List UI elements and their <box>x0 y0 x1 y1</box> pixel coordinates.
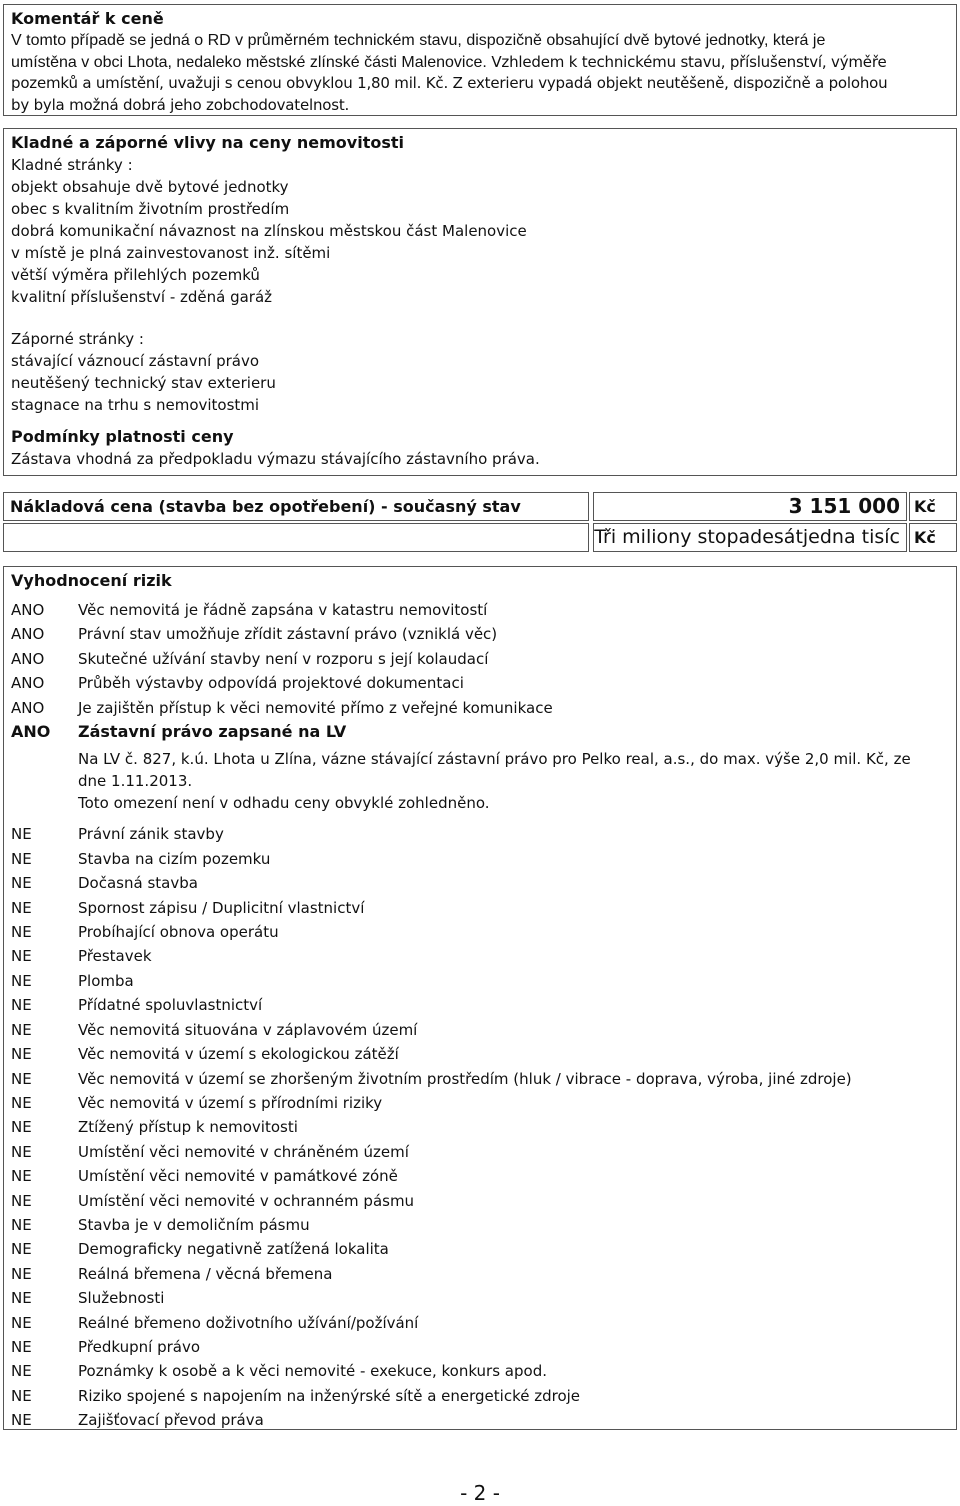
risk-row <box>11 1237 949 1261</box>
risk-text: Spornost zápisu / Duplicitní vlastnictví <box>78 898 365 917</box>
risk-row <box>11 1067 949 1091</box>
risk-row-pledge <box>11 720 949 744</box>
risk-text: Poznámky k osobě a k věci nemovité - exekuce, konkurs apod. <box>78 1362 547 1381</box>
risk-row <box>11 969 949 993</box>
risk-row <box>11 1164 949 1188</box>
risk-row <box>11 993 949 1017</box>
risk-row <box>11 896 949 920</box>
cost-table <box>3 492 957 552</box>
risk-row <box>11 1140 949 1164</box>
risk-answer: NE <box>11 947 32 966</box>
price-comment-section <box>3 4 957 116</box>
risk-text: Věc nemovitá je řádně zapsána v katastru nemovitostí <box>78 601 488 619</box>
risk-row <box>11 1042 949 1066</box>
risk-answer: NE <box>11 1215 32 1234</box>
risk-answer: ANO <box>11 625 45 644</box>
pledge-note-line: dne 1.11.2013. <box>78 772 193 791</box>
risk-answer: NE <box>11 1337 32 1356</box>
risk-answer: NE <box>11 1045 32 1064</box>
risk-answer: ANO <box>11 601 45 619</box>
risk-row <box>11 822 949 846</box>
risk-answer: ANO <box>11 674 45 693</box>
risk-text: Skutečné užívání stavby není v rozporu s její kolaudací <box>78 649 489 668</box>
cost-value: 3 151 000 <box>593 492 907 521</box>
page-number: - 2 - <box>460 1481 500 1505</box>
risk-text: Přestavek <box>78 947 152 966</box>
risk-row <box>11 622 949 646</box>
risk-text: Reálné břemeno doživotního užívání/požívání <box>78 1313 419 1332</box>
risk-text: Právní zánik stavby <box>78 825 224 844</box>
risk-answer: NE <box>11 849 32 868</box>
comment-line: Vzhledem k technickému stavu, příslušenství, výměře <box>486 52 887 71</box>
risk-row <box>11 1018 949 1042</box>
validity-heading: Podmínky platnosti ceny <box>11 427 234 446</box>
price-comment-heading: Komentář k ceně <box>11 9 164 28</box>
influences-section <box>3 128 957 476</box>
negative-label: Záporné stránky : <box>11 330 144 348</box>
negative-item: stávající váznoucí zástavní právo <box>11 352 259 370</box>
risk-answer: NE <box>11 1118 32 1137</box>
risk-answer: NE <box>11 1093 32 1112</box>
risk-text: Stavba na cizím pozemku <box>78 849 271 868</box>
risk-text: Je zajištěn přístup k věci nemovité přímo z veřejné komunikace <box>78 698 553 717</box>
risk-text: Umístění věci nemovité v chráněném území <box>78 1142 409 1161</box>
risk-text: Služebnosti <box>78 1289 165 1308</box>
risk-answer: NE <box>11 1411 32 1430</box>
negative-item: stagnace na trhu s nemovitostmi <box>11 396 260 414</box>
risk-answer: NE <box>11 1020 32 1039</box>
cost-in-words: Tři miliony stopadesátjedna tisíc <box>593 523 907 552</box>
risk-answer: NE <box>11 874 32 893</box>
risk-answer: NE <box>11 971 32 990</box>
risk-text: Přídatné spoluvlastnictví <box>78 996 263 1015</box>
comment-line: V tomto případě se jedná o RD v průměrném technickém stavu, dispozičně obsahující dvě bytové jednotky, která je <box>11 32 826 49</box>
risk-answer: ANO <box>11 722 51 742</box>
risk-text: Umístění věci nemovité v památkové zóně <box>78 1167 398 1186</box>
risk-row <box>11 871 949 895</box>
risk-text: Věc nemovitá situována v záplavovém území <box>78 1020 418 1039</box>
negative-item: neutěšený technický stav exterieru <box>11 374 276 392</box>
risk-row <box>11 847 949 871</box>
risk-row <box>11 1384 949 1408</box>
pledge-note-line: Toto omezení není v odhadu ceny obvyklé zohledněno. <box>78 794 490 813</box>
cost-currency: Kč <box>909 492 957 521</box>
comment-line: Z exterieru vypadá objekt neutěšeně, dispozičně a polohou <box>448 74 888 92</box>
cost-words-empty-cell <box>3 523 589 552</box>
risk-row <box>11 920 949 944</box>
risk-text: Právní stav umožňuje zřídit zástavní právo (vzniklá věc) <box>78 625 498 644</box>
risk-text: Průběh výstavby odpovídá projektové dokumentaci <box>78 674 464 693</box>
risk-row <box>11 671 949 695</box>
risk-row <box>11 1189 949 1213</box>
price-comment-text <box>11 30 949 116</box>
risk-answer: NE <box>11 898 32 917</box>
risk-row <box>11 1213 949 1237</box>
risk-no-list <box>11 822 949 1432</box>
positive-item: v místě je plná zainvestovanost inž. sítěmi <box>11 244 331 262</box>
risk-answer: NE <box>11 1142 32 1161</box>
risk-text: Plomba <box>78 971 134 990</box>
risk-answer: NE <box>11 1240 32 1259</box>
risk-text: Věc nemovitá v území s přírodními riziky <box>78 1093 383 1112</box>
risk-text: Dočasná stavba <box>78 874 198 893</box>
risk-answer: NE <box>11 996 32 1015</box>
risk-answer: ANO <box>11 649 45 668</box>
positive-item: obec s kvalitním životním prostředím <box>11 200 290 218</box>
positive-label: Kladné stránky : <box>11 156 133 174</box>
risk-answer: NE <box>11 1167 32 1186</box>
risk-heading: Vyhodnocení rizik <box>11 571 172 590</box>
risk-answer: NE <box>11 1289 32 1308</box>
risk-text: Věc nemovitá v území s ekologickou zátěží <box>78 1045 399 1064</box>
risk-text: Stavba je v demoličním pásmu <box>78 1215 310 1234</box>
risk-text: Riziko spojené s napojením na inženýrské sítě a energetické zdroje <box>78 1386 581 1405</box>
risk-text: Zástavní právo zapsané na LV <box>78 722 347 742</box>
risk-answer: NE <box>11 923 32 942</box>
risk-text: Předkupní právo <box>78 1337 200 1356</box>
risk-answer: NE <box>11 1264 32 1283</box>
risk-row <box>11 1286 949 1310</box>
risk-text: Zajišťovací převod práva <box>78 1411 264 1430</box>
risk-answer: NE <box>11 1069 32 1088</box>
risk-row <box>11 1359 949 1383</box>
risk-text: Reálná břemena / věcná břemena <box>78 1264 333 1283</box>
pledge-note-line: Na LV č. 827, k.ú. Lhota u Zlína, vázne stávající zástavní právo pro Pelko real, a.s., do max. výše 2,0 mil. Kč, ze <box>78 750 911 769</box>
risk-row <box>11 598 949 622</box>
influences-heading: Kladné a záporné vlivy na ceny nemovitosti <box>11 133 404 152</box>
comment-line: pozemků a umístění, uvažuji s cenou obvyklou 1,80 mil. Kč. <box>11 74 449 92</box>
comment-line: by byla možná dobrá jeho zobchodovatelnost. <box>11 95 350 114</box>
risk-text: Probíhající obnova operátu <box>78 923 279 942</box>
risk-answer: ANO <box>11 698 45 717</box>
risk-row <box>11 1408 949 1432</box>
risk-answer: NE <box>11 1313 32 1332</box>
risk-answer: NE <box>11 1362 32 1381</box>
risk-text: Demograficky negativně zatížená lokalita <box>78 1240 389 1259</box>
risk-row <box>11 1115 949 1139</box>
risk-yes-list <box>11 598 949 720</box>
risk-answer: NE <box>11 825 32 844</box>
positive-item: větší výměra přilehlých pozemků <box>11 266 260 284</box>
cost-words-currency: Kč <box>909 523 957 552</box>
positive-item: kvalitní příslušenství - zděná garáž <box>11 288 273 306</box>
risk-row <box>11 696 949 720</box>
positive-item: objekt obsahuje dvě bytové jednotky <box>11 178 289 196</box>
risk-row <box>11 944 949 968</box>
risk-text: Věc nemovitá v území se zhoršeným životním prostředím (hluk / vibrace - doprava, výroba, jiné zdroje) <box>78 1069 852 1088</box>
risk-answer: NE <box>11 1386 32 1405</box>
comment-line: umístěna v obci Lhota, nedaleko městské zlínské části Malenovice. <box>11 53 487 71</box>
risk-text: Ztížený přístup k nemovitosti <box>78 1118 298 1137</box>
risk-text: Umístění věci nemovité v ochranném pásmu <box>78 1191 415 1210</box>
risk-row <box>11 1311 949 1335</box>
cost-label: Nákladová cena (stavba bez opotřebení) - současný stav <box>3 492 589 521</box>
risk-row <box>11 1091 949 1115</box>
risk-row <box>11 647 949 671</box>
positive-item: dobrá komunikační návaznost na zlínskou městskou část Malenovice <box>11 222 527 240</box>
risk-row <box>11 1335 949 1359</box>
risk-evaluation-section <box>3 566 957 1430</box>
pledge-note <box>78 748 949 814</box>
validity-text: Zástava vhodná za předpokladu výmazu stávajícího zástavního práva. <box>11 450 540 468</box>
risk-answer: NE <box>11 1191 32 1210</box>
risk-row <box>11 1262 949 1286</box>
